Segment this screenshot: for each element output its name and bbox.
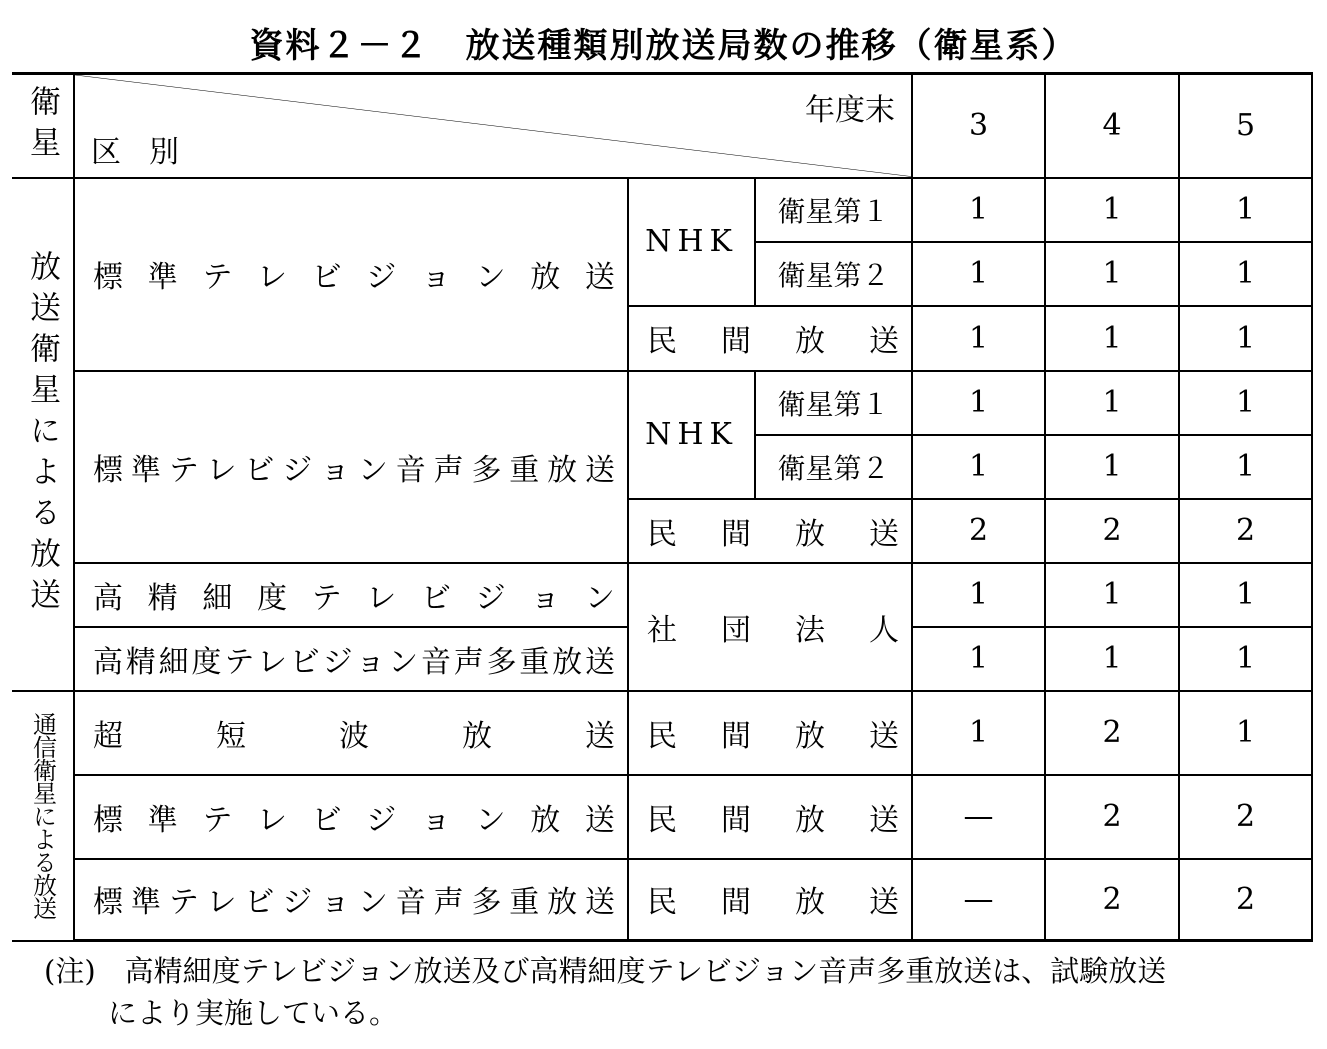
value-cell: 1 xyxy=(1045,563,1179,627)
table-row xyxy=(12,691,1312,775)
value-cell: 2 xyxy=(1045,499,1179,563)
org-cell xyxy=(628,306,912,371)
broadcast-station-table xyxy=(12,72,1313,942)
value-cell: 1 xyxy=(1045,435,1179,499)
value-cell: 1 xyxy=(912,627,1045,691)
header-category: 区別 xyxy=(91,134,207,170)
value-cell: 1 xyxy=(912,691,1045,775)
org-cell: NHK xyxy=(628,178,755,306)
sub-cell: 衛星第１ xyxy=(755,178,912,242)
org-label: 民 間 放 送 xyxy=(647,885,899,921)
table-row xyxy=(12,859,1312,941)
value-cell: 2 xyxy=(1045,775,1179,859)
category-label: 超 短 波 放 送 xyxy=(93,718,615,754)
value-cell: 1 xyxy=(1045,306,1179,371)
org-cell xyxy=(628,691,912,775)
org-label: 社 団 法 人 xyxy=(647,612,899,648)
value-cell: 2 xyxy=(912,499,1045,563)
category-label: 高 精 細 度 テ レ ビ ジ ョ ン 音 声 多 重 放 送 xyxy=(93,644,615,680)
value-cell: 1 xyxy=(1045,242,1179,306)
org-cell xyxy=(628,775,912,859)
value-cell: 1 xyxy=(912,563,1045,627)
value-cell: 1 xyxy=(1179,306,1312,371)
value-cell: 1 xyxy=(1045,371,1179,435)
table-row xyxy=(12,775,1312,859)
value-cell: 2 xyxy=(1045,691,1179,775)
category-cell xyxy=(74,775,628,859)
category-label: 標 準 テ レ ビ ジ ョ ン 放 送 xyxy=(93,802,615,838)
footnote xyxy=(44,950,1166,1034)
header-fiscal-year-end: 年度末 xyxy=(805,93,896,128)
sub-cell: 衛星第１ xyxy=(755,371,912,435)
value-cell: 1 xyxy=(912,371,1045,435)
category-cell xyxy=(74,627,628,691)
table-row xyxy=(12,178,1312,242)
value-cell: 2 xyxy=(1045,859,1179,941)
org-cell xyxy=(628,563,912,691)
group-broadcast-satellite: 放送衛星による放送 xyxy=(12,178,74,691)
value-cell: 1 xyxy=(1045,178,1179,242)
value-cell: 1 xyxy=(1179,435,1312,499)
value-cell: — xyxy=(912,859,1045,941)
org-label: 民 間 放 送 xyxy=(647,718,899,754)
value-cell: 1 xyxy=(1179,371,1312,435)
org-cell: NHK xyxy=(628,371,755,499)
category-label: 標 準 テ レ ビ ジ ョ ン 放 送 xyxy=(93,260,615,295)
header-satellite: 衛星 xyxy=(24,84,60,167)
value-cell: 1 xyxy=(912,178,1045,242)
org-cell xyxy=(628,499,912,563)
category-cell xyxy=(74,859,628,941)
value-cell: 1 xyxy=(912,435,1045,499)
category-cell xyxy=(74,371,628,563)
value-cell: 1 xyxy=(1179,563,1312,627)
table-row xyxy=(12,563,1312,627)
org-label: 民 間 放 送 xyxy=(647,324,899,359)
category-cell xyxy=(74,691,628,775)
value-cell: 2 xyxy=(1179,775,1312,859)
value-cell: 1 xyxy=(1179,627,1312,691)
org-label: 民 間 放 送 xyxy=(647,802,899,838)
org-cell xyxy=(628,859,912,941)
header-year-3: 3 xyxy=(912,74,1045,178)
group-communication-satellite: 通信衛星による放送 xyxy=(12,691,74,941)
header-year-5: 5 xyxy=(1179,74,1312,178)
value-cell: 2 xyxy=(1179,499,1312,563)
footnote-line-1: (注) 高精細度テレビジョン放送及び高精細度テレビジョン音声多重放送は、試験放送 xyxy=(44,954,1167,988)
sub-cell: 衛星第２ xyxy=(755,242,912,306)
value-cell: 1 xyxy=(912,306,1045,371)
value-cell: 1 xyxy=(1179,178,1312,242)
category-label: 高 精 細 度 テ レ ビ ジ ョ ン xyxy=(93,580,615,616)
value-cell: — xyxy=(912,775,1045,859)
header-diagonal-cell xyxy=(74,74,912,178)
header-satellite-cell xyxy=(12,74,74,178)
table-row xyxy=(12,371,1312,435)
category-cell xyxy=(74,563,628,627)
document-title: 資料２－２ 放送種類別放送局数の推移（衛星系） xyxy=(249,26,1078,66)
value-cell: 1 xyxy=(1179,691,1312,775)
value-cell: 1 xyxy=(1045,627,1179,691)
footnote-line-2: により実施している。 xyxy=(108,996,399,1030)
value-cell: 2 xyxy=(1179,859,1312,941)
value-cell: 1 xyxy=(912,242,1045,306)
sub-cell: 衛星第２ xyxy=(755,435,912,499)
org-label: 民 間 放 送 xyxy=(647,516,899,552)
header-year-4: 4 xyxy=(1045,74,1179,178)
header-row xyxy=(12,74,1312,178)
category-label: 標 準 テ レ ビ ジ ョ ン 音 声 多 重 放 送 xyxy=(93,452,615,488)
category-label: 標 準 テ レ ビ ジ ョ ン 音 声 多 重 放 送 xyxy=(93,885,615,921)
value-cell: 1 xyxy=(1179,242,1312,306)
category-cell xyxy=(74,178,628,371)
